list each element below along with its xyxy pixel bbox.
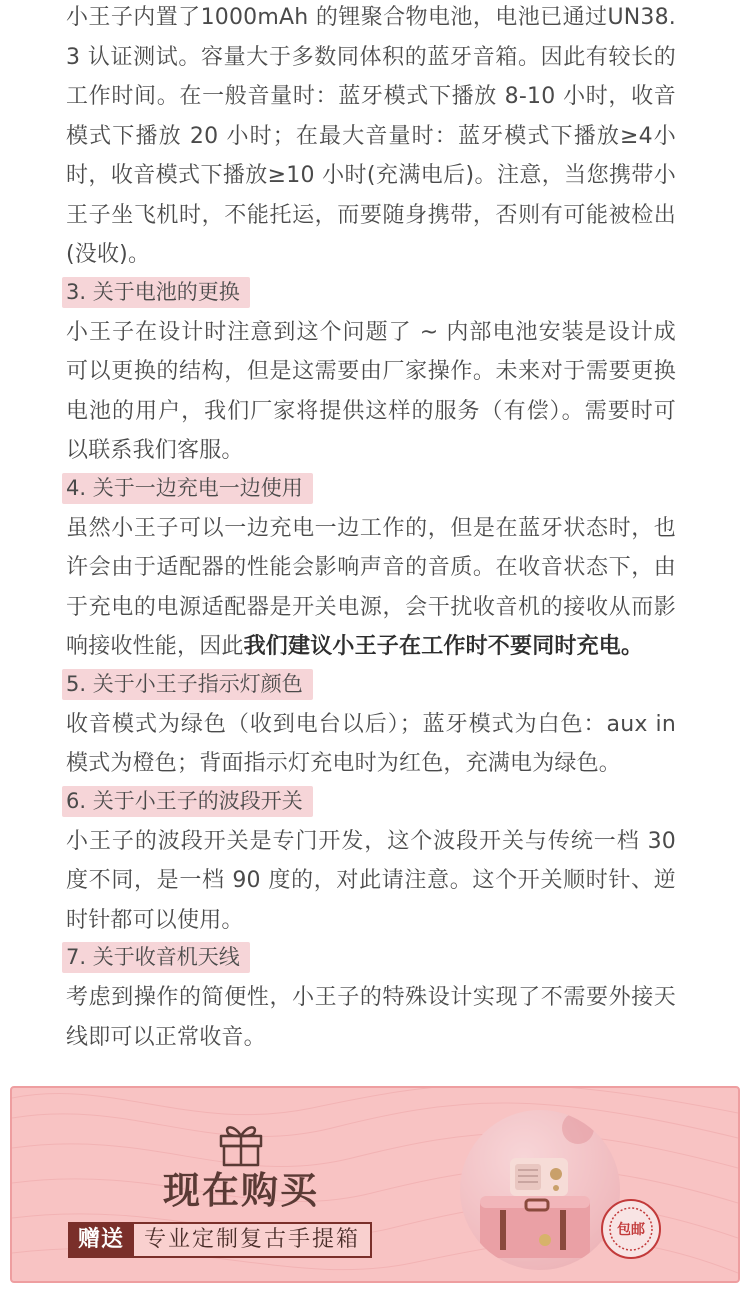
buy-now-title[interactable]: 现在购买 xyxy=(163,1169,319,1212)
article-content xyxy=(66,0,676,1057)
section-heading-antenna: 7. 关于收音机天线 xyxy=(62,942,250,973)
section-heading-charging: 4. 关于一边充电一边使用 xyxy=(62,473,313,504)
suitcase-radio-illustration xyxy=(460,1110,620,1270)
free-shipping-stamp xyxy=(600,1198,662,1260)
antenna-paragraph: 考虑到操作的简便性，小王子的特殊设计实现了不需要外接天线即可以正常收音。 xyxy=(66,985,676,1050)
indicator-paragraph: 收音模式为绿色（收到电台以后）；蓝牙模式为白色：aux in模式为橙色；背面指示灯充电时为红色，充满电为绿色。 xyxy=(66,711,676,776)
stamp-label: 包邮 xyxy=(617,1222,645,1238)
buy-now-banner[interactable] xyxy=(10,1086,740,1283)
section-heading-band-switch: 6. 关于小王子的波段开关 xyxy=(62,786,313,817)
band-switch-paragraph: 小王子的波段开关是专门开发，这个波段开关与传统一档 30度不同，是一档 90 度的，对此请注意。这个开关顺时针、逆时针都可以使用。 xyxy=(66,828,676,933)
charging-paragraph xyxy=(66,509,676,667)
gift-offer xyxy=(68,1222,372,1258)
gift-description: 专业定制复古手提箱 xyxy=(134,1222,372,1258)
gift-icon xyxy=(216,1120,266,1168)
section-heading-indicator-color: 5. 关于小王子指示灯颜色 xyxy=(62,669,313,700)
product-image xyxy=(460,1110,620,1270)
battery-paragraph: 小王子内置了1000mAh 的锂聚合物电池，电池已通过UN38.3 认证测试。容量大于多数同体积的蓝牙音箱。因此有较长的工作时间。在一般音量时：蓝牙模式下播放 8-10 小时，收音模式下播放 20 小时；在最大音量时：蓝牙模式下播放≥4小时，收音模式下播放≥10 小时(充满电后)。注意，当您携带小王子坐飞机时，不能托运，而要随身携带，否则有可能被检出(没收)。 xyxy=(66,5,676,267)
battery-replacement-paragraph: 小王子在设计时注意到这个问题了 ~ 内部电池安装是设计成可以更换的结构，但是这需要由厂家操作。未来对于需要更换电池的用户，我们厂家将提供这样的服务（有偿）。需要时可以联系我们客服。 xyxy=(66,319,676,463)
gift-tag: 赠送 xyxy=(68,1222,134,1258)
section-heading-battery-replacement: 3. 关于电池的更换 xyxy=(62,277,250,308)
charging-text: 虽然小王子可以一边充电一边工作的，但是在蓝牙状态时，也许会由于适配器的性能会影响声音的音质。在收音状态下，由于充电的电源适配器是开关电源，会干扰收音机的接收从而影响接收性能，因此 xyxy=(66,515,676,659)
charging-recommendation: 我们建议小王子在工作时不要同时充电。 xyxy=(243,634,644,659)
